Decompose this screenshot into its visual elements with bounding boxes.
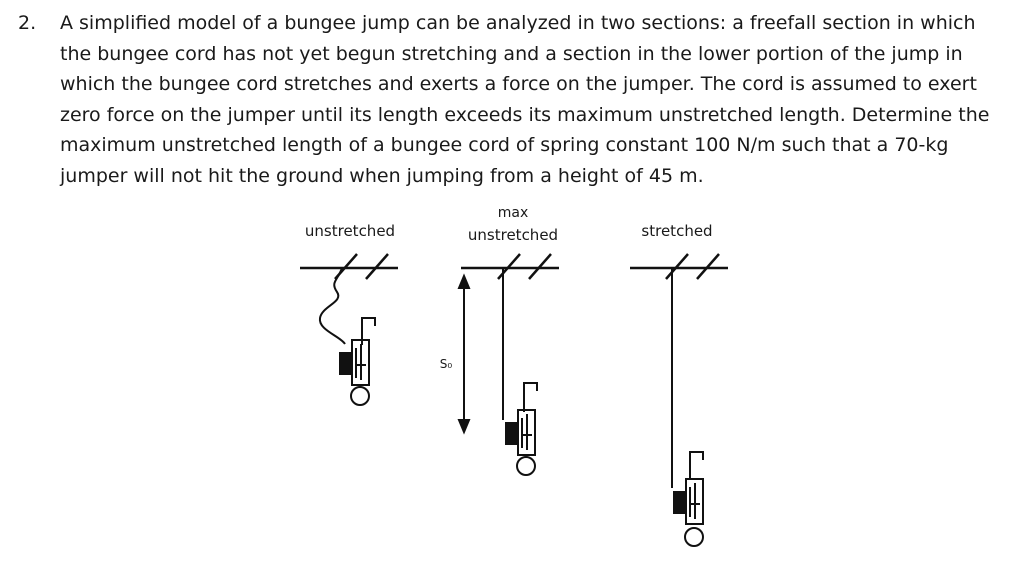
- ceiling-support-2: [461, 254, 559, 279]
- panel-3-label: stretched: [641, 222, 713, 240]
- panel-1-label: unstretched: [304, 222, 396, 240]
- panel-2-label-line1: max: [497, 205, 529, 221]
- question-text: A simplified model of a bungee jump can be analyzed in two sections: a freefall section in which the bungee cord has not yet begun stretching and a section in the lower portion of the jump in which the bungee cord stretches and exerts a force on the jumper. The cord is assumed to exert zero force on the jumper until its length exceeds its maximum unstretched length. Determine the maximum unstretched length of a bungee cord of spring constant 100 N/m such that a 70-kg jumper will not hit the ground when jumping from a height of 45 m.: [60, 12, 990, 187]
- panel-2-label-line2: unstretched: [467, 226, 559, 244]
- ceiling-support-3: [630, 254, 728, 279]
- jumper-figure-2: [506, 383, 537, 475]
- dimension-label-s0: S₀: [439, 357, 453, 371]
- dimension-arrow-s0: [459, 276, 469, 432]
- panel-stretched: [630, 222, 728, 546]
- jumper-figure-1: [340, 318, 375, 405]
- panel-unstretched: [300, 222, 398, 405]
- ceiling-support-1: [300, 254, 398, 279]
- jumper-figure-3: [674, 452, 703, 546]
- question-number: 2.: [18, 12, 37, 34]
- coiled-cord: [320, 268, 345, 344]
- panel-max-unstretched: [440, 205, 559, 475]
